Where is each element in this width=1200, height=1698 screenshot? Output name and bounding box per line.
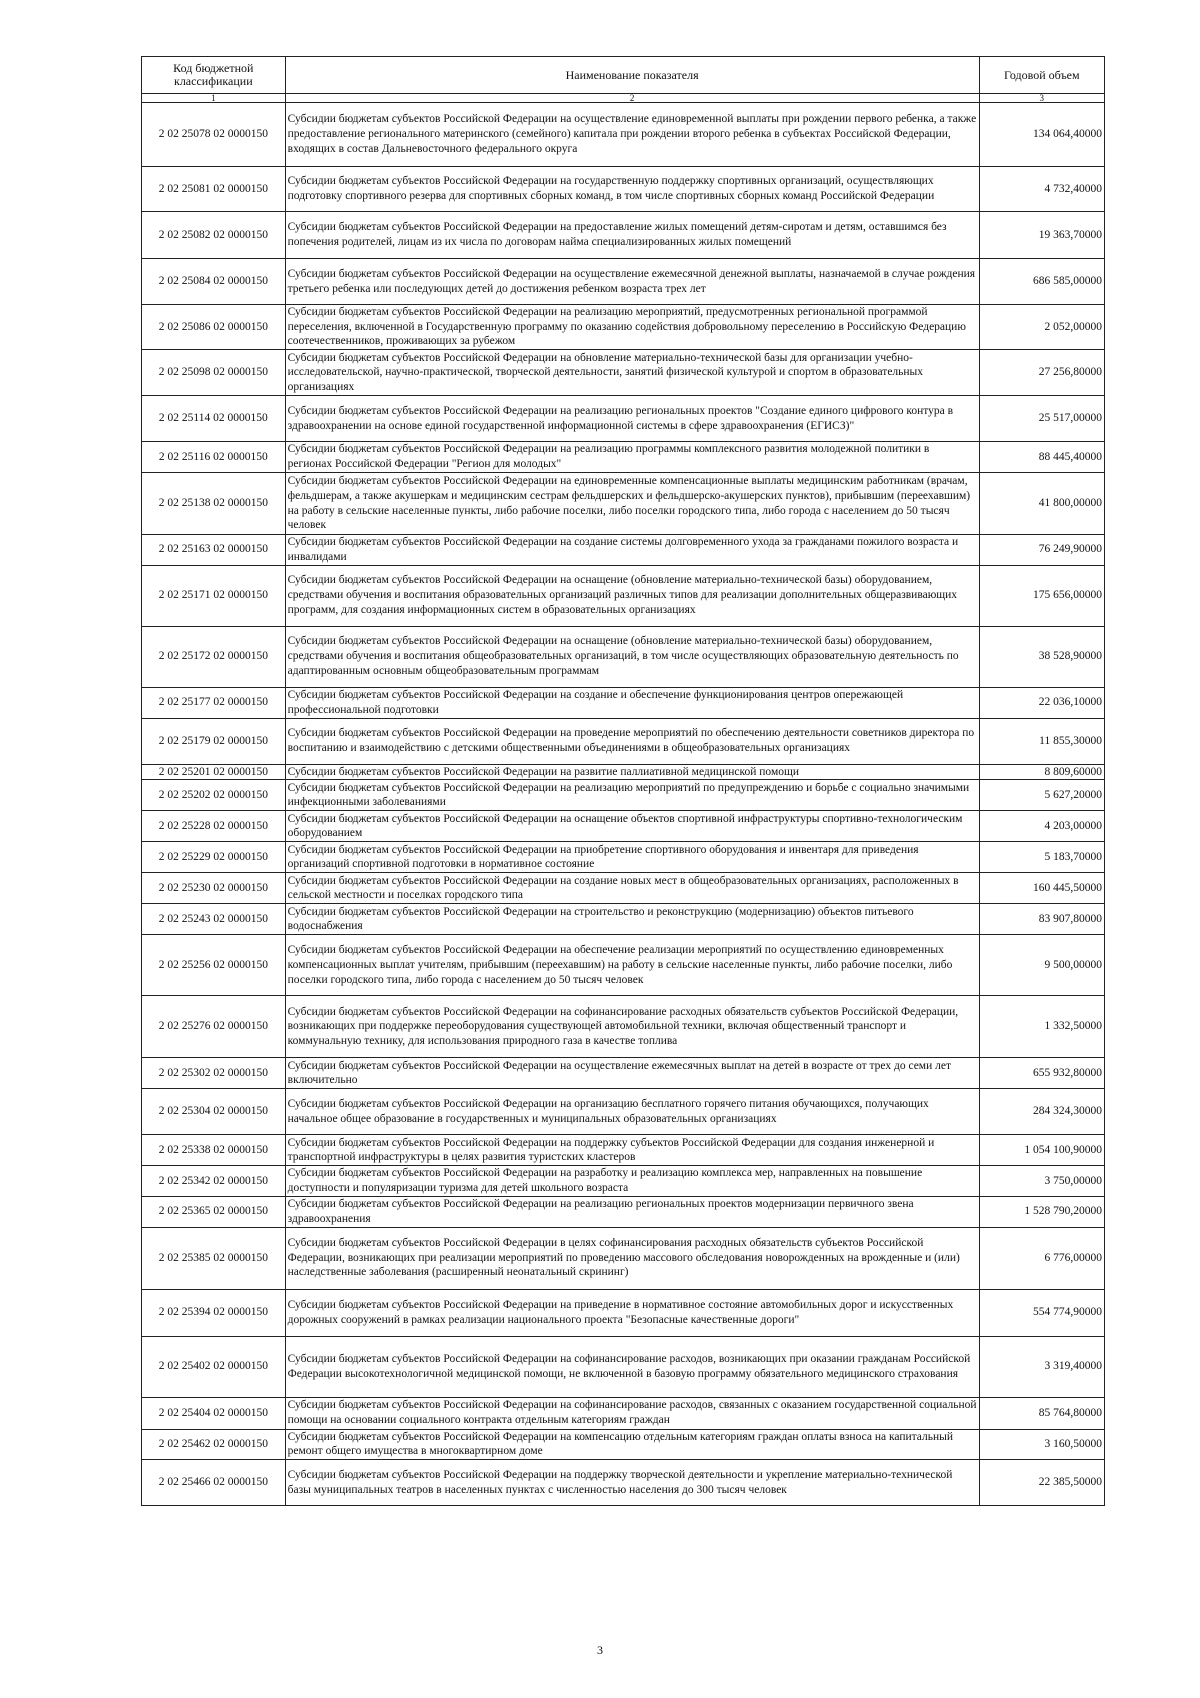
- budget-code-cell: 2 02 25081 02 0000150: [142, 167, 286, 212]
- header-name: Наименование показателя: [285, 57, 979, 94]
- budget-code-cell: 2 02 25084 02 0000150: [142, 259, 286, 305]
- annual-amount-cell: 3 319,40000: [979, 1336, 1104, 1397]
- indicator-name-cell: Субсидии бюджетам субъектов Российской Федерации на софинансирование расходных обязательств субъектов Российской Федерации, возникающих при поддержке переоборудования существующей автомобильной техники, включая общественный транспорт и коммунальную технику, для использования природного газа в качестве топлива: [285, 996, 979, 1058]
- budget-code-cell: 2 02 25394 02 0000150: [142, 1289, 286, 1336]
- indicator-name-cell: Субсидии бюджетам субъектов Российской Федерации на строительство и реконструкцию (модернизацию) объектов питьевого водоснабжения: [285, 904, 979, 935]
- indicator-name-cell: Субсидии бюджетам субъектов Российской Федерации на предоставление жилых помещений детям-сиротам и детям, оставшимся без попечения родителей, лицам из их числа по договорам найма специализированных жилых помещений: [285, 212, 979, 259]
- annual-amount-cell: 4 732,40000: [979, 167, 1104, 212]
- indicator-name-cell: Субсидии бюджетам субъектов Российской Федерации на осуществление единовременной выплаты при рождении первого ребенка, а также предоставление регионального материнского (семейного) капитала при рождении второго ребенка в субъектах Российской Федерации, входящих в состав Дальневосточного федерального округа: [285, 103, 979, 167]
- budget-code-cell: 2 02 25082 02 0000150: [142, 212, 286, 259]
- indicator-name-cell: Субсидии бюджетам субъектов Российской Федерации на обновление материально-технической базы для организации учебно-исследовательской, научно-практической, творческой деятельности, занятий физической культурой и спортом в образовательных организациях: [285, 350, 979, 396]
- indicator-name-cell: Субсидии бюджетам субъектов Российской Федерации на осуществление ежемесячных выплат на детей в возрасте от трех до семи лет включительно: [285, 1058, 979, 1089]
- budget-code-cell: 2 02 25402 02 0000150: [142, 1336, 286, 1397]
- budget-code-cell: 2 02 25116 02 0000150: [142, 442, 286, 473]
- table-row: [142, 259, 1105, 305]
- table-row: [142, 1289, 1105, 1336]
- indicator-name-cell: Субсидии бюджетам субъектов Российской Федерации на реализацию программы комплексного развития молодежной политики в регионах Российской Федерации "Регион для молодых": [285, 442, 979, 473]
- budget-code-cell: 2 02 25466 02 0000150: [142, 1460, 286, 1506]
- table-row: [142, 167, 1105, 212]
- annual-amount-cell: 655 932,80000: [979, 1058, 1104, 1089]
- budget-code-cell: 2 02 25462 02 0000150: [142, 1429, 286, 1459]
- indicator-name-cell: Субсидии бюджетам субъектов Российской Федерации на осуществление ежемесячной денежной выплаты, назначаемой в случае рождения третьего ребенка или последующих детей до достижения ребенком возраста трех лет: [285, 259, 979, 305]
- table-row: [142, 764, 1105, 780]
- annual-amount-cell: 1 054 100,90000: [979, 1135, 1104, 1166]
- annual-amount-cell: 4 203,00000: [979, 811, 1104, 842]
- table-row: [142, 396, 1105, 442]
- annual-amount-cell: 41 800,00000: [979, 473, 1104, 535]
- budget-code-cell: 2 02 25202 02 0000150: [142, 780, 286, 811]
- budget-code-cell: 2 02 25385 02 0000150: [142, 1227, 286, 1289]
- annual-amount-cell: 9 500,00000: [979, 935, 1104, 996]
- annual-amount-cell: 6 776,00000: [979, 1227, 1104, 1289]
- indicator-name-cell: Субсидии бюджетам субъектов Российской Федерации на реализацию региональных проектов модернизации первичного звена здравоохранения: [285, 1196, 979, 1227]
- annual-amount-cell: 83 907,80000: [979, 904, 1104, 935]
- indicator-name-cell: Субсидии бюджетам субъектов Российской Федерации на софинансирование расходов, возникающих при оказании гражданам Российской Федерации высокотехнологичной медицинской помощи, не включенной в базовую программу обязательного медицинского страхования: [285, 1336, 979, 1397]
- annual-amount-cell: 8 809,60000: [979, 764, 1104, 780]
- indicator-name-cell: Субсидии бюджетам субъектов Российской Федерации на софинансирование расходов, связанных с оказанием государственной социальной помощи на основании социального контракта отдельным категориям граждан: [285, 1397, 979, 1429]
- budget-code-cell: 2 02 25171 02 0000150: [142, 565, 286, 626]
- indicator-name-cell: Субсидии бюджетам субъектов Российской Федерации на создание новых мест в общеобразовательных организациях, расположенных в сельской местности и поселках городского типа: [285, 873, 979, 904]
- budget-code-cell: 2 02 25243 02 0000150: [142, 904, 286, 935]
- budget-code-cell: 2 02 25138 02 0000150: [142, 473, 286, 535]
- table-row: [142, 1460, 1105, 1506]
- page-number: 3: [597, 1643, 603, 1657]
- annual-amount-cell: 2 052,00000: [979, 305, 1104, 350]
- indicator-name-cell: Субсидии бюджетам субъектов Российской Федерации на организацию бесплатного горячего питания обучающихся, получающих начальное общее образование в государственных и муниципальных образовательных организациях: [285, 1089, 979, 1135]
- table-row: [142, 996, 1105, 1058]
- table-row: [142, 212, 1105, 259]
- table-row: [142, 780, 1105, 811]
- table-row: [142, 687, 1105, 718]
- table-row: [142, 565, 1105, 626]
- budget-code-cell: 2 02 25338 02 0000150: [142, 1135, 286, 1166]
- indicator-name-cell: Субсидии бюджетам субъектов Российской Федерации на проведение мероприятий по обеспечению деятельности советников директора по воспитанию и взаимодействию с детскими общественными объединениями в общеобразовательных организациях: [285, 718, 979, 764]
- table-row: [142, 1058, 1105, 1089]
- indicator-name-cell: Субсидии бюджетам субъектов Российской Федерации на поддержку субъектов Российской Федерации для создания инженерной и транспортной инфраструктуры в целях развития туристских кластеров: [285, 1135, 979, 1166]
- budget-sheet: [141, 56, 1105, 1506]
- column-number-3: 3: [979, 94, 1104, 103]
- table-header-row: [142, 57, 1105, 94]
- table-row: [142, 718, 1105, 764]
- table-row: [142, 935, 1105, 996]
- budget-code-cell: 2 02 25276 02 0000150: [142, 996, 286, 1058]
- annual-amount-cell: 1 528 790,20000: [979, 1196, 1104, 1227]
- indicator-name-cell: Субсидии бюджетам субъектов Российской Федерации на развитие паллиативной медицинской помощи: [285, 764, 979, 780]
- budget-code-cell: 2 02 25098 02 0000150: [142, 350, 286, 396]
- budget-code-cell: 2 02 25304 02 0000150: [142, 1089, 286, 1135]
- table-row: [142, 1196, 1105, 1227]
- annual-amount-cell: 134 064,40000: [979, 103, 1104, 167]
- indicator-name-cell: Субсидии бюджетам субъектов Российской Федерации на государственную поддержку спортивных организаций, осуществляющих подготовку спортивного резерва для спортивных сборных команд, в том числе спортивных сборных команд Российской Федерации: [285, 167, 979, 212]
- indicator-name-cell: Субсидии бюджетам субъектов Российской Федерации на поддержку творческой деятельности и укрепление материально-технической базы муниципальных театров в населенных пунктах с численностью населения до 300 тысяч человек: [285, 1460, 979, 1506]
- annual-amount-cell: 11 855,30000: [979, 718, 1104, 764]
- table-row: [142, 1135, 1105, 1166]
- indicator-name-cell: Субсидии бюджетам субъектов Российской Федерации на единовременные компенсационные выплаты медицинским работникам (врачам, фельдшерам, а также акушеркам и медицинским сестрам фельдшерских и фельдшерско-акушерских пунктов), прибывшим (переехавшим) на работу в сельские населенные пункты, либо рабочие поселки, либо поселки городского типа, либо города с населением до 50 тысяч человек: [285, 473, 979, 535]
- annual-amount-cell: 22 036,10000: [979, 687, 1104, 718]
- annual-amount-cell: 175 656,00000: [979, 565, 1104, 626]
- table-row: [142, 626, 1105, 687]
- indicator-name-cell: Субсидии бюджетам субъектов Российской Федерации на приобретение спортивного оборудования и инвентаря для приведения организаций спортивной подготовки в нормативное состояние: [285, 842, 979, 873]
- budget-code-cell: 2 02 25342 02 0000150: [142, 1166, 286, 1196]
- annual-amount-cell: 38 528,90000: [979, 626, 1104, 687]
- indicator-name-cell: Субсидии бюджетам субъектов Российской Федерации на приведение в нормативное состояние автомобильных дорог и искусственных дорожных сооружений в рамках реализации национального проекта "Безопасные качественные дороги": [285, 1289, 979, 1336]
- budget-code-cell: 2 02 25256 02 0000150: [142, 935, 286, 996]
- budget-code-cell: 2 02 25365 02 0000150: [142, 1196, 286, 1227]
- annual-amount-cell: 160 445,50000: [979, 873, 1104, 904]
- table-row: [142, 873, 1105, 904]
- indicator-name-cell: Субсидии бюджетам субъектов Российской Федерации на реализацию региональных проектов "Создание единого цифрового контура в здравоохранении на основе единой государственной информационной системы в сфере здравоохранения (ЕГИСЗ)": [285, 396, 979, 442]
- table-row: [142, 842, 1105, 873]
- annual-amount-cell: 554 774,90000: [979, 1289, 1104, 1336]
- annual-amount-cell: 5 183,70000: [979, 842, 1104, 873]
- header-amount: Годовой объем: [979, 57, 1104, 94]
- budget-code-cell: 2 02 25229 02 0000150: [142, 842, 286, 873]
- indicator-name-cell: Субсидии бюджетам субъектов Российской Федерации на создание системы долговременного ухода за гражданами пожилого возраста и инвалидами: [285, 535, 979, 565]
- table-row: [142, 1166, 1105, 1196]
- annual-amount-cell: 3 750,00000: [979, 1166, 1104, 1196]
- table-row: [142, 1336, 1105, 1397]
- budget-code-cell: 2 02 25179 02 0000150: [142, 718, 286, 764]
- indicator-name-cell: Субсидии бюджетам субъектов Российской Федерации в целях софинансирования расходных обязательств субъектов Российской Федерации, возникающих при реализации мероприятий по проведению массового обследования новорожденных на врожденные и (или) наследственные заболевания (расширенный неонатальный скрининг): [285, 1227, 979, 1289]
- indicator-name-cell: Субсидии бюджетам субъектов Российской Федерации на реализацию мероприятий, предусмотренных региональной программой переселения, включенной в Государственную программу по оказанию содействия добровольному переселению в Российскую Федерацию соотечественников, проживающих за рубежом: [285, 305, 979, 350]
- annual-amount-cell: 88 445,40000: [979, 442, 1104, 473]
- table-row: [142, 473, 1105, 535]
- table-row: [142, 535, 1105, 565]
- budget-code-cell: 2 02 25404 02 0000150: [142, 1397, 286, 1429]
- budget-table: [141, 56, 1105, 1506]
- table-row: [142, 904, 1105, 935]
- budget-code-cell: 2 02 25177 02 0000150: [142, 687, 286, 718]
- annual-amount-cell: 22 385,50000: [979, 1460, 1104, 1506]
- budget-code-cell: 2 02 25163 02 0000150: [142, 535, 286, 565]
- indicator-name-cell: Субсидии бюджетам субъектов Российской Федерации на оснащение (обновление материально-технической базы) оборудованием, средствами обучения и воспитания образовательных организаций различных типов для реализации дополнительных общеразвивающих программ, для создания информационных систем в образовательных организациях: [285, 565, 979, 626]
- budget-code-cell: 2 02 25230 02 0000150: [142, 873, 286, 904]
- column-number-2: 2: [285, 94, 979, 103]
- table-row: [142, 1089, 1105, 1135]
- annual-amount-cell: 5 627,20000: [979, 780, 1104, 811]
- budget-code-cell: 2 02 25201 02 0000150: [142, 764, 286, 780]
- budget-code-cell: 2 02 25228 02 0000150: [142, 811, 286, 842]
- annual-amount-cell: 27 256,80000: [979, 350, 1104, 396]
- column-number-row: [142, 94, 1105, 103]
- table-row: [142, 1227, 1105, 1289]
- annual-amount-cell: 686 585,00000: [979, 259, 1104, 305]
- budget-code-cell: 2 02 25086 02 0000150: [142, 305, 286, 350]
- table-body: [142, 103, 1105, 1506]
- budget-code-cell: 2 02 25078 02 0000150: [142, 103, 286, 167]
- annual-amount-cell: 1 332,50000: [979, 996, 1104, 1058]
- indicator-name-cell: Субсидии бюджетам субъектов Российской Федерации на компенсацию отдельным категориям граждан оплаты взноса на капитальный ремонт общего имущества в многоквартирном доме: [285, 1429, 979, 1459]
- budget-code-cell: 2 02 25114 02 0000150: [142, 396, 286, 442]
- table-row: [142, 442, 1105, 473]
- annual-amount-cell: 76 249,90000: [979, 535, 1104, 565]
- annual-amount-cell: 25 517,00000: [979, 396, 1104, 442]
- annual-amount-cell: 85 764,80000: [979, 1397, 1104, 1429]
- indicator-name-cell: Субсидии бюджетам субъектов Российской Федерации на разработку и реализацию комплекса мер, направленных на повышение доступности и популяризации туризма для детей школьного возраста: [285, 1166, 979, 1196]
- indicator-name-cell: Субсидии бюджетам субъектов Российской Федерации на оснащение объектов спортивной инфраструктуры спортивно-технологическим оборудованием: [285, 811, 979, 842]
- indicator-name-cell: Субсидии бюджетам субъектов Российской Федерации на оснащение (обновление материально-технической базы) оборудованием, средствами обучения и воспитания общеобразовательных организаций, в том числе осуществляющих образовательную деятельность по адаптированным основным общеобразовательным программам: [285, 626, 979, 687]
- table-row: [142, 1397, 1105, 1429]
- table-row: [142, 350, 1105, 396]
- annual-amount-cell: 19 363,70000: [979, 212, 1104, 259]
- annual-amount-cell: 284 324,30000: [979, 1089, 1104, 1135]
- header-code: Код бюджетной классификации: [142, 57, 286, 94]
- indicator-name-cell: Субсидии бюджетам субъектов Российской Федерации на создание и обеспечение функционирования центров опережающей профессиональной подготовки: [285, 687, 979, 718]
- indicator-name-cell: Субсидии бюджетам субъектов Российской Федерации на обеспечение реализации мероприятий по осуществлению единовременных компенсационных выплат учителям, прибывшим (переехавшим) на работу в сельские населенные пункты, либо рабочие поселки, либо поселки городского типа, либо города с населением до 50 тысяч человек: [285, 935, 979, 996]
- table-row: [142, 811, 1105, 842]
- indicator-name-cell: Субсидии бюджетам субъектов Российской Федерации на реализацию мероприятий по предупреждению и борьбе с социально значимыми инфекционными заболеваниями: [285, 780, 979, 811]
- table-row: [142, 103, 1105, 167]
- column-number-1: 1: [142, 94, 286, 103]
- budget-code-cell: 2 02 25302 02 0000150: [142, 1058, 286, 1089]
- table-row: [142, 1429, 1105, 1459]
- annual-amount-cell: 3 160,50000: [979, 1429, 1104, 1459]
- budget-code-cell: 2 02 25172 02 0000150: [142, 626, 286, 687]
- table-row: [142, 305, 1105, 350]
